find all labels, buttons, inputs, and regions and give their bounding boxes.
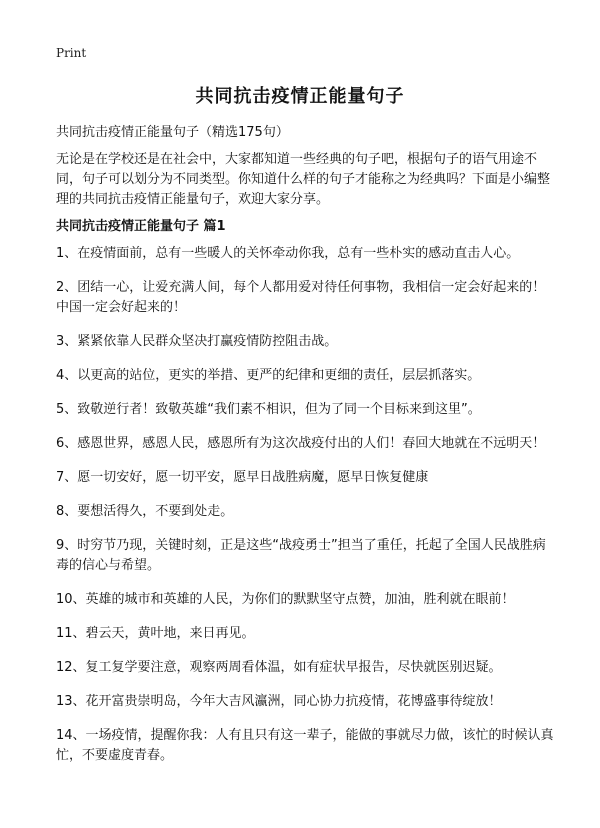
list-item: 11、碧云天，黄叶地，来日再见。 [56, 626, 255, 641]
list-item: 9、时穷节乃现，关键时刻，正是这些“战疫勇士”担当了重任，托起了全国人民战胜病毒的信心与希望。 [56, 538, 546, 573]
intro-paragraph: 无论是在学校还是在社会中，大家都知道一些经典的句子吧，根据句子的语气用途不同，句子可以划分为不同类型。你知道什么样的句子才能称之为经典吗？下面是小编整理的共同抗击疫情正能量句子，欢迎大家分享。 [56, 152, 551, 207]
list-item: 2、团结一心，让爱充满人间，每个人都用爱对待任何事物，我相信一定会好起来的！中国一定会好起来的！ [56, 280, 546, 315]
list-item: 6、感恩世界，感恩人民，感恩所有为这次战疫付出的人们！春回大地就在不远明天！ [56, 436, 546, 451]
list-item: 1、在疫情面前，总有一些暖人的关怀牵动你我，总有一些朴实的感动直击人心。 [56, 246, 520, 261]
sentence-list [56, 244, 556, 780]
list-item: 8、要想活得久，不要到处走。 [56, 504, 234, 519]
subtitle: 共同抗击疫情正能量句子（精选175句） [56, 125, 289, 140]
list-item: 12、复工复学要注意，观察两周看体温，如有症状早报告，尽快就医别迟疑。 [56, 660, 502, 675]
list-item: 4、以更高的站位，更实的举措、更严的纪律和更细的责任，层层抓落实。 [56, 368, 481, 383]
list-item: 5、致敬逆行者！致敬英雄“我们素不相识，但为了同一个目标来到这里”。 [56, 402, 481, 417]
list-item: 14、一场疫情，提醒你我：人有且只有这一辈子，能做的事就尽力做，该忙的时候认真忙，不要虚度青春。 [56, 728, 554, 763]
list-item: 3、紧紧依靠人民群众坚决打赢疫情防控阻击战。 [56, 334, 338, 349]
section-heading: 共同抗击疫情正能量句子 篇1 [56, 219, 226, 234]
list-item: 13、花开富贵崇明岛，今年大吉风瀛洲，同心协力抗疫情，花博盛事待绽放！ [56, 694, 502, 709]
page-title: 共同抗击疫情正能量句子 [195, 86, 405, 107]
list-item: 7、愿一切安好，愿一切平安，愿早日战胜病魔，愿早日恢复健康 [56, 470, 429, 485]
list-item: 10、英雄的城市和英雄的人民，为你们的默默坚守点赞，加油，胜利就在眼前！ [56, 592, 515, 607]
print-link[interactable]: Print [56, 46, 87, 60]
